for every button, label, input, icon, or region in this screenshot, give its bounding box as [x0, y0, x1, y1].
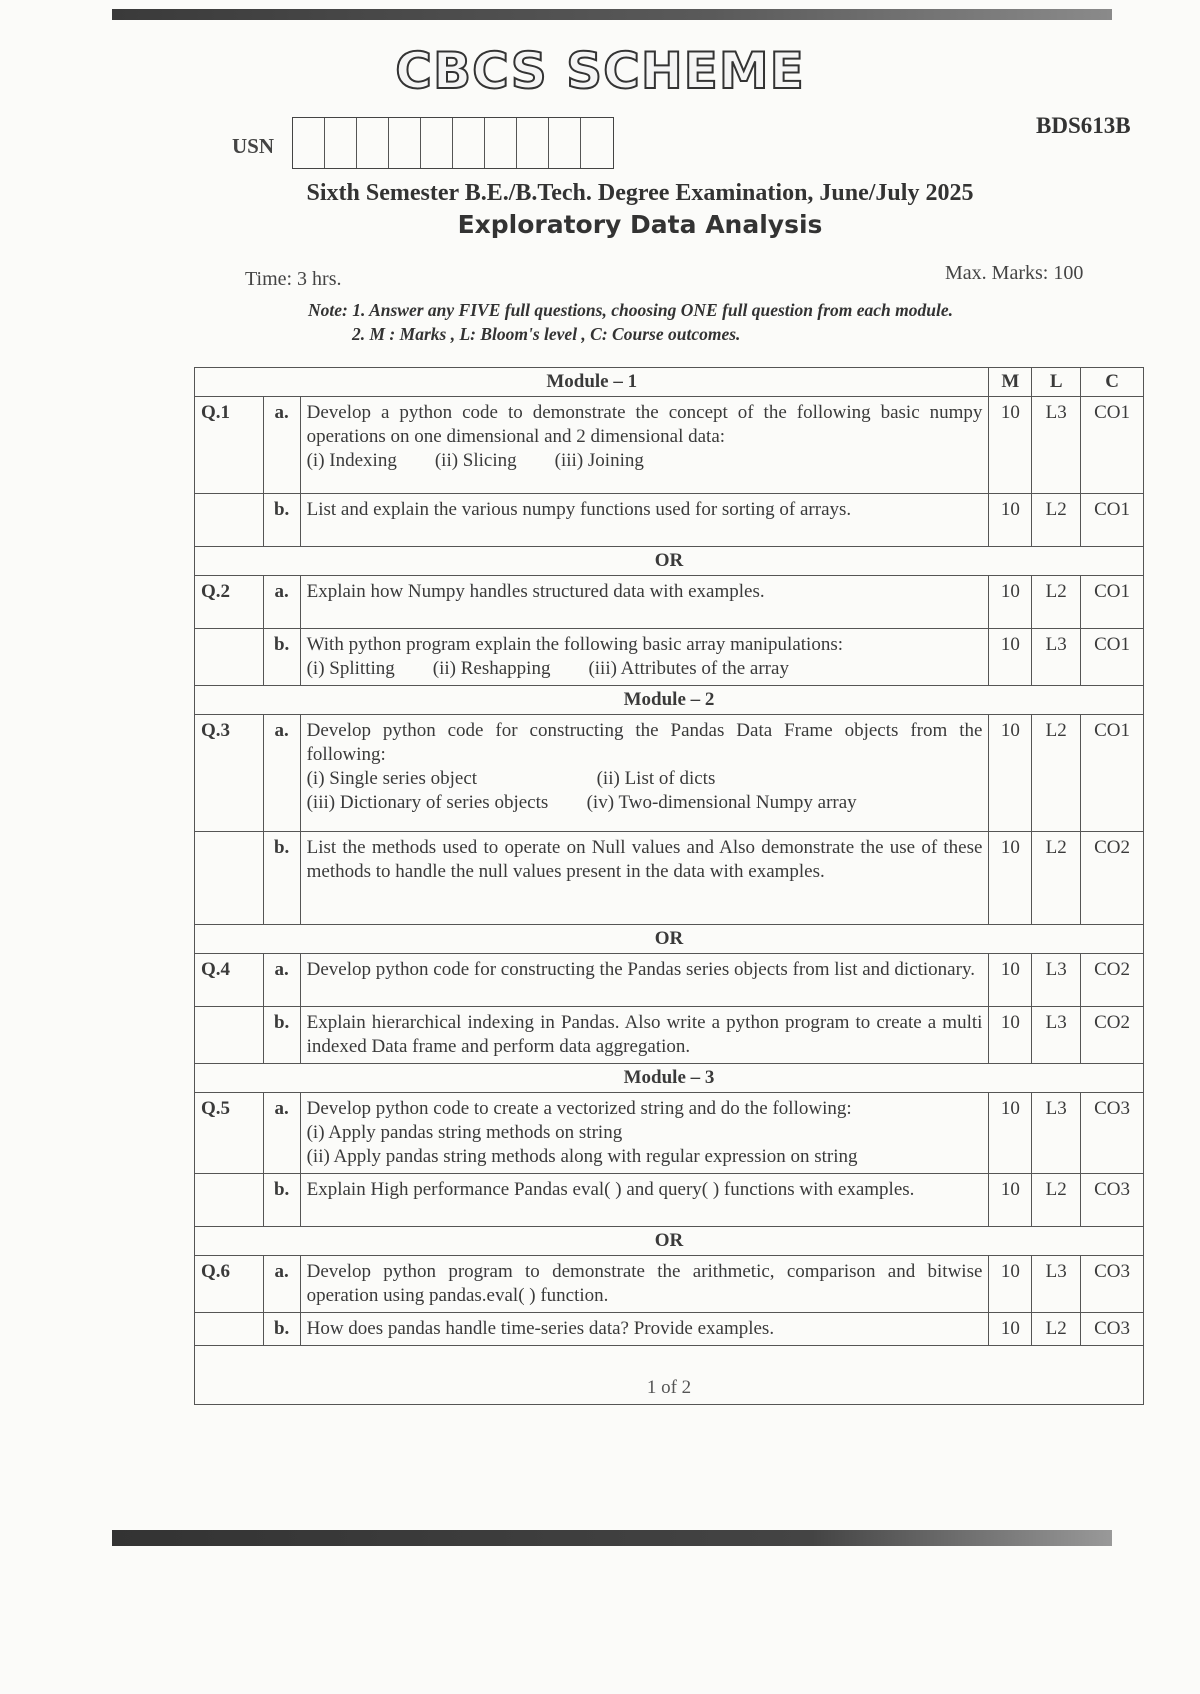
col-header-outcome: C [1081, 368, 1144, 397]
question-number: Q.6 [195, 1256, 264, 1313]
course-outcome: CO2 [1081, 832, 1144, 925]
question-text [300, 1007, 989, 1064]
subject-title: Exploratory Data Analysis [457, 210, 823, 239]
note-1: Note: 1. Answer any FIVE full questions, choosing ONE full question from each module. [308, 300, 953, 320]
question-number: Q.1 [195, 397, 264, 494]
question-number [195, 1007, 264, 1064]
sub-part-label: b. [263, 1313, 300, 1346]
sub-part-label: a. [263, 954, 300, 1007]
question-text [300, 629, 989, 686]
question-number: Q.4 [195, 954, 264, 1007]
blooms-level: L3 [1032, 1093, 1081, 1174]
page-number: 1 of 2 [195, 1346, 1144, 1405]
course-outcome: CO3 [1081, 1174, 1144, 1227]
course-outcome: CO3 [1081, 1256, 1144, 1313]
marks-value: 10 [989, 1313, 1032, 1346]
exam-duration: Time: 3 hrs. [245, 268, 342, 290]
option-line [307, 791, 983, 815]
usn-box[interactable] [485, 118, 517, 168]
question-text [300, 494, 989, 547]
question-row [195, 1093, 1144, 1174]
sub-part-label: b. [263, 629, 300, 686]
sub-part-label: a. [263, 1093, 300, 1174]
option-line: (i) Apply pandas string methods on string [306, 1122, 623, 1143]
question-text [300, 397, 989, 494]
question-body: Develop python program to demonstrate the arithmetic, comparison and bitwise operation using pandas.eval( ) function. [306, 1261, 983, 1306]
blooms-level: L2 [1032, 1313, 1081, 1346]
usn-label: USN [232, 134, 275, 158]
marks-value: 10 [989, 832, 1032, 925]
question-row [195, 1174, 1144, 1227]
usn-box[interactable] [517, 118, 549, 168]
usn-box[interactable] [581, 118, 613, 168]
course-outcome: CO1 [1081, 494, 1144, 547]
question-number [195, 1174, 264, 1227]
question-body: How does pandas handle time-series data? Provide examples. [306, 1318, 775, 1339]
blooms-level: L3 [1032, 1007, 1081, 1064]
sub-part-label: b. [263, 1174, 300, 1227]
exam-title: Sixth Semester B.E./B.Tech. Degree Examination, June/July 2025 [306, 180, 974, 206]
question-text [300, 1313, 989, 1346]
question-row [195, 954, 1144, 1007]
module-title: Module – 2 [195, 686, 1144, 715]
module-header-row [195, 1064, 1144, 1093]
blooms-level: L2 [1032, 715, 1081, 832]
option-item: (i) Indexing [306, 450, 397, 471]
marks-value: 10 [989, 629, 1032, 686]
course-outcome: CO1 [1081, 397, 1144, 494]
sub-part-label: b. [263, 1007, 300, 1064]
question-row [195, 715, 1144, 832]
option-item: (i) Single series object [306, 768, 478, 789]
question-row [195, 1256, 1144, 1313]
col-header-level: L [1032, 368, 1081, 397]
blooms-level: L2 [1032, 494, 1081, 547]
option-item: (iii) Dictionary of series objects [306, 792, 549, 813]
course-outcome: CO2 [1081, 954, 1144, 1007]
course-outcome: CO1 [1081, 629, 1144, 686]
course-outcome: CO1 [1081, 715, 1144, 832]
option-line: (ii) Apply pandas string methods along with regular expression on string [306, 1146, 858, 1167]
max-marks: Max. Marks: 100 [945, 262, 1084, 284]
question-number [195, 494, 264, 547]
module-title: Module – 1 [195, 368, 989, 397]
question-number [195, 629, 264, 686]
sub-part-label: a. [263, 1256, 300, 1313]
question-body: Explain how Numpy handles structured data with examples. [306, 581, 765, 602]
blooms-level: L3 [1032, 954, 1081, 1007]
course-code: BDS613B [1036, 113, 1131, 138]
module-title: Module – 3 [195, 1064, 1144, 1093]
marks-value: 10 [989, 715, 1032, 832]
usn-boxes [292, 117, 614, 169]
question-text [300, 1093, 989, 1174]
option-item: (ii) Slicing [434, 450, 517, 471]
module-header-row [195, 686, 1144, 715]
question-text [300, 954, 989, 1007]
question-text [300, 715, 989, 832]
blooms-level: L3 [1032, 1256, 1081, 1313]
exam-notes [308, 298, 953, 346]
question-body: Develop python code for constructing the Pandas Data Frame objects from the following: [306, 720, 983, 765]
usn-box[interactable] [453, 118, 485, 168]
question-body: Develop python code to create a vectorized string and do the following: [306, 1098, 852, 1119]
question-number [195, 832, 264, 925]
blooms-level: L3 [1032, 629, 1081, 686]
question-body: Develop python code for constructing the Pandas series objects from list and dictionary. [306, 959, 975, 980]
blooms-level: L2 [1032, 1174, 1081, 1227]
usn-box[interactable] [325, 118, 357, 168]
question-text [300, 832, 989, 925]
or-label: OR [195, 925, 1144, 954]
col-header-marks: M [989, 368, 1032, 397]
blooms-level: L2 [1032, 832, 1081, 925]
sub-part-label: a. [263, 576, 300, 629]
scan-edge-top [112, 9, 1112, 20]
footer-row [195, 1346, 1144, 1405]
or-row [195, 547, 1144, 576]
usn-box[interactable] [389, 118, 421, 168]
scan-edge-bottom [112, 1530, 1112, 1546]
sub-part-label: a. [263, 397, 300, 494]
usn-box[interactable] [293, 118, 325, 168]
option-item: (iii) Joining [554, 450, 644, 471]
question-body: Explain High performance Pandas eval( ) and query( ) functions with examples. [306, 1179, 915, 1200]
scheme-heading: CBCS SCHEME [395, 42, 805, 100]
marks-value: 10 [989, 576, 1032, 629]
question-table [194, 367, 1144, 1405]
note-2: 2. M : Marks , L: Bloom's level , C: Course outcomes. [352, 324, 741, 344]
question-row [195, 629, 1144, 686]
question-row [195, 1313, 1144, 1346]
sub-part-label: b. [263, 832, 300, 925]
option-list [307, 657, 983, 681]
option-item: (iii) Attributes of the array [588, 658, 789, 679]
question-text [300, 1174, 989, 1227]
question-text [300, 1256, 989, 1313]
sub-part-label: a. [263, 715, 300, 832]
course-outcome: CO2 [1081, 1007, 1144, 1064]
marks-value: 10 [989, 954, 1032, 1007]
marks-value: 10 [989, 397, 1032, 494]
option-item: (ii) Reshapping [432, 658, 551, 679]
or-label: OR [195, 547, 1144, 576]
sub-part-label: b. [263, 494, 300, 547]
question-text [300, 576, 989, 629]
marks-value: 10 [989, 1093, 1032, 1174]
module-header-row [195, 368, 1144, 397]
option-item: (i) Splitting [306, 658, 395, 679]
marks-value: 10 [989, 1174, 1032, 1227]
option-list [307, 449, 983, 473]
usn-box[interactable] [421, 118, 453, 168]
question-row [195, 494, 1144, 547]
blooms-level: L3 [1032, 397, 1081, 494]
course-outcome: CO3 [1081, 1093, 1144, 1174]
question-body: List the methods used to operate on Null values and Also demonstrate the use of these methods to handle the null values present in the data with examples. [306, 837, 983, 882]
question-number: Q.5 [195, 1093, 264, 1174]
option-item: (ii) List of dicts [596, 768, 716, 789]
or-row [195, 925, 1144, 954]
question-number: Q.3 [195, 715, 264, 832]
question-body: List and explain the various numpy functions used for sorting of arrays. [306, 499, 852, 520]
blooms-level: L2 [1032, 576, 1081, 629]
question-number: Q.2 [195, 576, 264, 629]
marks-value: 10 [989, 494, 1032, 547]
question-number [195, 1313, 264, 1346]
question-row [195, 832, 1144, 925]
question-body: Develop a python code to demonstrate the concept of the following basic numpy operations on one dimensional and 2 dimensional data: [306, 402, 983, 447]
question-row [195, 397, 1144, 494]
question-row [195, 1007, 1144, 1064]
or-row [195, 1227, 1144, 1256]
question-body: Explain hierarchical indexing in Pandas. Also write a python program to create a multi indexed Data frame and perform data aggregation. [306, 1012, 983, 1057]
course-outcome: CO3 [1081, 1313, 1144, 1346]
question-body: With python program explain the following basic array manipulations: [306, 634, 843, 655]
or-label: OR [195, 1227, 1144, 1256]
course-outcome: CO1 [1081, 576, 1144, 629]
marks-value: 10 [989, 1007, 1032, 1064]
question-row [195, 576, 1144, 629]
usn-box[interactable] [549, 118, 581, 168]
usn-box[interactable] [357, 118, 389, 168]
marks-value: 10 [989, 1256, 1032, 1313]
option-item: (iv) Two-dimensional Numpy array [586, 792, 857, 813]
option-line [307, 767, 983, 791]
